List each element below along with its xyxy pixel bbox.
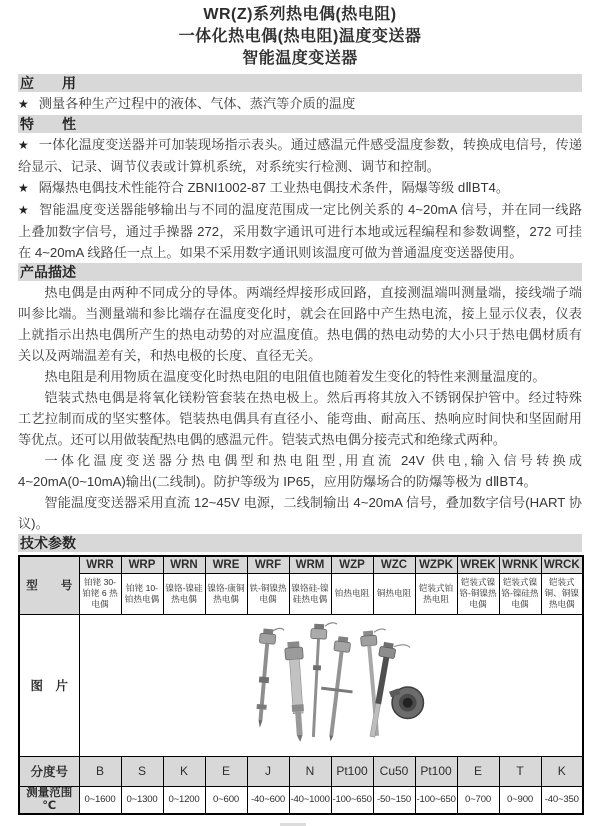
model-code-cell: WRN: [163, 556, 205, 573]
graduation-cell: E: [205, 756, 247, 786]
graduation-row: [19, 756, 583, 786]
model-name-cell: 铠装式铜、铜镍热电偶: [541, 573, 583, 614]
picture-row: [19, 614, 583, 756]
model-code-cell: WRM: [289, 556, 331, 573]
model-code-cell: WRR: [79, 556, 121, 573]
row-label-picture: 图 片: [19, 614, 79, 756]
graduation-cell: Pt100: [331, 756, 373, 786]
row-label-graduation: 分度号: [19, 756, 79, 786]
model-name-cell: 镍铬硅-镍硅热电偶: [289, 573, 331, 614]
model-code-row: [19, 556, 583, 573]
graduation-cell: B: [79, 756, 121, 786]
section-heading-technical: 技术参数: [18, 534, 582, 552]
range-cell: 0~1200: [163, 786, 205, 814]
model-name-cell: 镍铬-康铜热电偶: [205, 573, 247, 614]
range-cell: 0~900: [499, 786, 541, 814]
footer-page-mark: [280, 823, 306, 826]
graduation-cell: E: [457, 756, 499, 786]
technical-parameters-table: [18, 555, 584, 815]
graduation-cell: S: [121, 756, 163, 786]
graduation-cell: K: [541, 756, 583, 786]
feature-bullet: [18, 199, 582, 263]
model-name-cell: 铠装式镍铬-铜镍热电偶: [457, 573, 499, 614]
model-code-cell: WRF: [247, 556, 289, 573]
model-code-cell: WZPK: [415, 556, 457, 573]
model-name-row: [19, 573, 583, 614]
range-cell: -40~600: [247, 786, 289, 814]
document-title: [18, 4, 582, 70]
feature-bullet: [18, 134, 582, 177]
row-label-range: [19, 786, 79, 814]
range-cell: 0~700: [457, 786, 499, 814]
graduation-cell: J: [247, 756, 289, 786]
model-name-cell: 铁-铜镍热电偶: [247, 573, 289, 614]
range-cell: -100~650: [415, 786, 457, 814]
range-cell: 0~1600: [79, 786, 121, 814]
model-name-cell: 铂热电阻: [331, 573, 373, 614]
picture-cell: [79, 614, 583, 756]
model-code-cell: WRNK: [499, 556, 541, 573]
section-heading-description: 产品描述: [18, 263, 582, 281]
model-name-cell: 铜热电阻: [373, 573, 415, 614]
feature-bullet-text: 一体化温度变送器并可加装现场指示表头。通过感温元件感受温度参数，转换成电信号，传递给显示、记录、调节仪表或计算机系统，对系统实行检测、调节和控制。: [18, 137, 582, 174]
feature-bullet: [18, 177, 582, 199]
description-paragraph: 铠装式热电偶是将氧化镁粉管套装在热电极上。然后再将其放入不锈钢保护管中。经过特殊工艺拉制而成的坚实整体。铠装热电偶具有直径小、能弯曲、耐高压、热响应时间快和坚固耐用等优点。还可以用做装配热电偶的感温元件。铠装式热电偶分接壳式和绝缘式两种。: [18, 390, 582, 447]
description-paragraph: 热电偶是由两种不同成分的导体。两端经焊接形成回路，直接测温端叫测量端，接线端子端叫参比端。当测量端和参比端存在温度变化时，就会在回路中产生热电流，接上显示仪表，仪表上就指示出热电偶所产生的热电动势的对应温度值。热电偶的热电动势的大小只于热电偶材质有关以及两端温差有关，和热电极的长度、直径无关。: [18, 285, 582, 363]
model-name-cell: 铂铑 10-铂热电偶: [121, 573, 163, 614]
feature-bullet-text: 智能温度变送器能够输出与不同的温度范围成一定比例关系的 4~20mA 信号，并在同一线路上叠加数字信号，通过手操器 272，采用数字通讯可进行本地或远程编程和参数调整，272 可挂在 4~20mA 线路任一点上。如果不采用数字通讯则该温度可做为普通温度变送器使用。: [18, 202, 582, 260]
feature-bullet-text: 隔爆热电偶技术性能符合 ZBNI1002-87 工业热电偶技术条件，隔爆等级 dⅡBT4。: [38, 180, 510, 195]
range-cell: -100~650: [331, 786, 373, 814]
description-paragraph: 一体化温度变送器分热电偶型和热电阻型,用直流 24V 供电,输入信号转换成 4~20mA(0~10mA)输出(二线制)。防护等级为 IP65，应用防爆场合的防爆等极为 dⅡBT4。: [18, 453, 582, 489]
title-line-2: 一体化热电偶(热电阻)温度变送器: [178, 28, 422, 45]
graduation-cell: Cu50: [373, 756, 415, 786]
model-code-cell: WZP: [331, 556, 373, 573]
range-label-text: 测量范围: [26, 786, 73, 799]
row-label-model: 型 号: [19, 556, 79, 614]
range-cell: -50~150: [373, 786, 415, 814]
graduation-cell: K: [163, 756, 205, 786]
range-cell: 0~600: [205, 786, 247, 814]
graduation-cell: N: [289, 756, 331, 786]
star-bullet-icon: ★: [18, 181, 29, 195]
title-line-3: 智能温度变送器: [242, 50, 358, 67]
star-bullet-icon: ★: [18, 203, 30, 217]
star-bullet-icon: ★: [18, 138, 29, 152]
thermocouple-product-photo-icon: [231, 624, 431, 746]
measurement-range-row: [19, 786, 583, 814]
model-code-cell: WREK: [457, 556, 499, 573]
range-unit-text: ℃: [42, 799, 57, 812]
range-cell: -40~1000: [289, 786, 331, 814]
model-name-cell: 铂铑 30-铂铑 6 热电偶: [79, 573, 121, 614]
description-paragraph: 智能温度变送器采用直流 12~45V 电源，二线制输出 4~20mA 信号，叠加数字信号(HART 协议)。: [18, 495, 582, 531]
title-line-1: WR(Z)系列热电偶(热电阻): [203, 6, 397, 23]
model-code-cell: WRE: [205, 556, 247, 573]
model-name-cell: 镍铬-镍硅热电偶: [163, 573, 205, 614]
model-name-cell: 铠装式铂热电阻: [415, 573, 457, 614]
model-code-cell: WRCK: [541, 556, 583, 573]
application-bullet-text: 测量各种生产过程中的液体、气体、蒸汽等介质的温度: [38, 96, 356, 111]
range-cell: -40~350: [541, 786, 583, 814]
application-bullet: [18, 93, 582, 115]
star-bullet-icon: ★: [18, 97, 29, 111]
graduation-cell: T: [499, 756, 541, 786]
model-name-cell: 铠装式镍铬-镍硅热电偶: [499, 573, 541, 614]
model-code-cell: WZC: [373, 556, 415, 573]
section-heading-features: 特 性: [18, 115, 582, 133]
graduation-cell: Pt100: [415, 756, 457, 786]
description-paragraph: 热电阻是利用物质在温度变化时热电阻的电阻值也随着发生变化的特性来测量温度的。: [44, 369, 546, 384]
section-heading-application: 应 用: [18, 74, 582, 92]
range-cell: 0~1300: [121, 786, 163, 814]
model-code-cell: WRP: [121, 556, 163, 573]
